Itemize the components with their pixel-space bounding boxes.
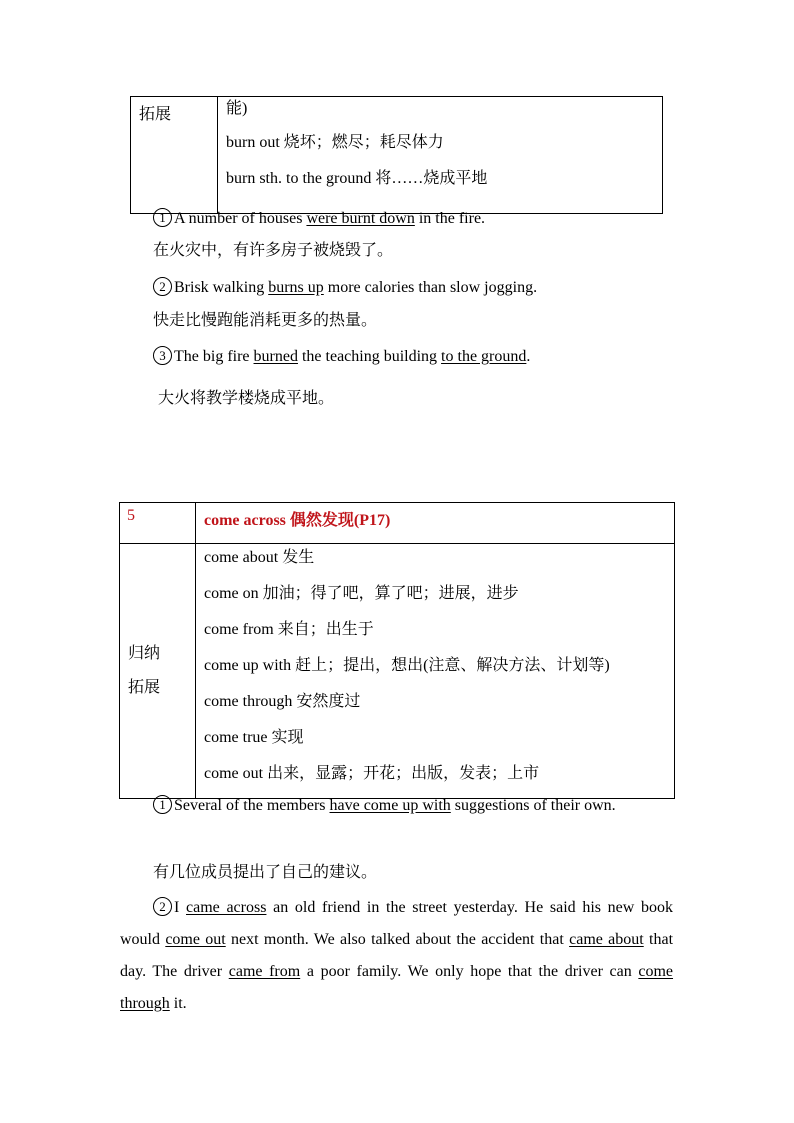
number-cell <box>120 503 196 544</box>
example-number: 1 <box>153 795 172 814</box>
label-text: 拓展 <box>128 679 161 696</box>
underlined-phrase: to the ground <box>441 348 527 365</box>
underlined-phrase: came from <box>228 963 301 980</box>
cell-line: come out 出来，显露；开花；出版，发表；上市 <box>204 765 540 782</box>
text: a poor family. We only hope that the driver can <box>300 963 639 980</box>
content-cell <box>196 544 675 799</box>
text: that day. The driver <box>120 931 674 980</box>
expansion-table-burn <box>130 96 663 214</box>
underlined-phrase: came across <box>186 899 267 916</box>
label-text: 归纳 <box>128 645 161 662</box>
text: Brisk walking <box>174 279 269 296</box>
cell-line: come on 加油；得了吧，算了吧；进展，进步 <box>204 585 519 602</box>
cell-line: come through 安然度过 <box>204 693 361 710</box>
example-paragraph <box>120 892 673 1020</box>
heading-cell <box>196 503 675 544</box>
example-sentence <box>153 346 530 367</box>
text: Several of the members <box>174 797 330 814</box>
text: . <box>526 348 531 365</box>
underlined-phrase: burned <box>253 348 298 365</box>
cell-line: 能) <box>226 100 248 117</box>
label-text: 拓展 <box>139 106 172 123</box>
example-number: 3 <box>153 346 172 365</box>
underlined-phrase: came about <box>569 931 644 948</box>
label-cell <box>131 97 218 214</box>
cell-line: come from 来自；出生于 <box>204 621 374 638</box>
example-translation: 快走比慢跑能消耗更多的热量。 <box>153 312 378 329</box>
underlined-phrase: burns up <box>268 279 324 296</box>
text: in the fire. <box>414 210 486 227</box>
text: more calories than slow jogging. <box>323 279 538 296</box>
cell-line: burn sth. to the ground 将……烧成平地 <box>226 170 488 187</box>
content-cell <box>218 97 663 214</box>
example-translation: 有几位成员提出了自己的建议。 <box>153 864 378 881</box>
label-cell <box>120 544 196 799</box>
underlined-phrase: have come up with <box>329 797 451 814</box>
underlined-phrase: come through <box>120 963 674 1012</box>
underlined-phrase: come out <box>165 931 226 948</box>
example-sentence <box>153 277 537 298</box>
entry-number: 5 <box>127 507 135 524</box>
example-number: 1 <box>153 208 172 227</box>
text: an old friend in the street yesterday. He said his new book would <box>120 899 674 948</box>
cell-line: come about 发生 <box>204 549 315 566</box>
entry-heading: come across 偶然发现(P17) <box>204 512 391 529</box>
text: I <box>174 899 187 916</box>
cell-line: come up with 赶上；提出，想出(注意、解决方法、计划等) <box>204 657 610 674</box>
underlined-phrase: were burnt down <box>306 210 415 227</box>
example-translation: 在火灾中，有许多房子被烧毁了。 <box>153 242 394 259</box>
example-sentence <box>153 208 485 229</box>
example-number: 2 <box>153 897 172 916</box>
text: The big fire <box>174 348 254 365</box>
cell-line: come true 实现 <box>204 729 304 746</box>
text: it. <box>169 995 187 1012</box>
expansion-table-come <box>119 502 675 799</box>
example-translation: 大火将教学楼烧成平地。 <box>158 390 335 407</box>
text: suggestions of their own. <box>450 797 616 814</box>
example-number: 2 <box>153 277 172 296</box>
text: next month. We also talked about the accident that <box>225 931 570 948</box>
text: the teaching building <box>297 348 442 365</box>
example-paragraph <box>120 790 673 822</box>
cell-line: burn out 烧坏；燃尽；耗尽体力 <box>226 134 444 151</box>
text: A number of houses <box>174 210 307 227</box>
